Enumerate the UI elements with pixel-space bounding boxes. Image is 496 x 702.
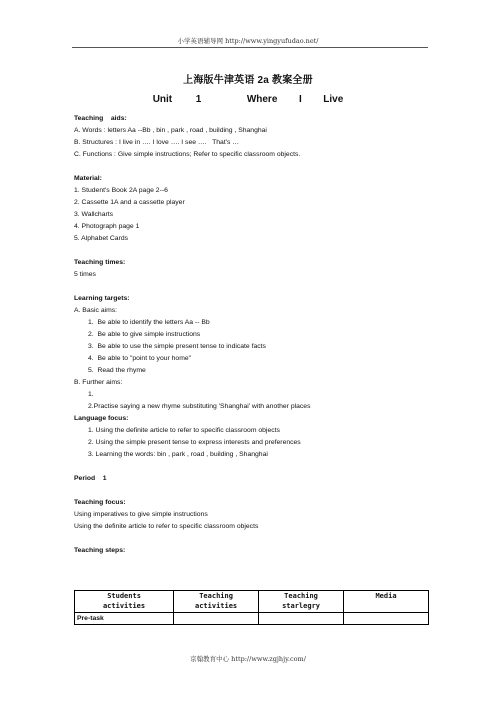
unit-heading <box>0 94 496 105</box>
table-cell <box>259 613 344 625</box>
unit-name-where: Where <box>246 94 278 105</box>
basic-aims-label: A. Basic aims: <box>74 307 118 314</box>
unit-number: 1 <box>195 94 202 105</box>
material-item: 2. Cassette 1A and a cassette player <box>74 199 185 206</box>
material-item: 1. Student's Book 2A page 2--6 <box>74 187 168 194</box>
period-label: Period 1 <box>74 475 107 482</box>
page-footer: 京翰教育中心 http://www.zgjhjy.com/ <box>190 655 306 663</box>
teaching-aids-line: C. Functions : Give simple instructions; Refer to specific classroom objects. <box>74 151 301 158</box>
document-body <box>74 113 434 557</box>
basic-aim-item: 4. Be able to "point to your home" <box>88 355 192 362</box>
material-item: 5. Alphabet Cards <box>74 235 129 242</box>
unit-name-live: Live <box>323 94 344 105</box>
learning-targets-heading: Learning targets: <box>74 295 130 302</box>
material-heading: Material: <box>74 175 102 182</box>
teaching-aids-line: A. Words : letters Aa --Bb , bin , park , road , building , Shanghai <box>74 127 267 134</box>
language-focus-item: 2. Using the simple present tense to express interests and preferences <box>88 439 301 446</box>
column-header-teaching-strategy: Teaching starlegry <box>259 591 344 613</box>
column-header-media: Media <box>344 591 429 613</box>
language-focus-item: 1. Using the definite article to refer to specific classroom objects <box>88 427 280 434</box>
page-header: 小学英语辅导网 http://www.yingyufudao.net/ <box>177 37 319 45</box>
column-header-teaching-activities: Teaching activities <box>174 591 259 613</box>
unit-name-i: I <box>298 94 302 105</box>
teaching-times-heading: Teaching times: <box>74 259 126 266</box>
teaching-focus-line: Using the definite article to refer to specific classroom objects <box>74 523 259 530</box>
basic-aim-item: 1. Be able to identify the letters Aa -- Bb <box>88 319 210 326</box>
table-cell <box>344 613 429 625</box>
material-item: 4. Photograph page 1 <box>74 223 140 230</box>
teaching-steps-heading: Teaching steps: <box>74 547 126 554</box>
table-row <box>75 613 429 625</box>
column-header-students: Students activities <box>75 591 174 613</box>
table-cell-pre-task: Pre-task <box>75 613 174 625</box>
table-cell <box>174 613 259 625</box>
language-focus-item: 3. Learning the words: bin , park , road , building , Shanghai <box>88 451 268 458</box>
unit-word: Unit <box>152 94 173 105</box>
header-rule <box>72 47 428 48</box>
teaching-aids-line: B. Structures : I live in …. I love …. I see …. That's … <box>74 139 240 146</box>
teaching-aids-heading: Teaching aids: <box>74 115 127 122</box>
further-aim-item: 1. <box>88 391 94 398</box>
table-header-row <box>75 591 429 613</box>
further-aims-label: B. Further aims: <box>74 379 123 386</box>
basic-aim-item: 3. Be able to use the simple present tense to indicate facts <box>88 343 266 350</box>
teaching-focus-line: Using imperatives to give simple instructions <box>74 511 208 518</box>
further-aim-item: 2.Practise saying a new rhyme substituting 'Shanghai' with another places <box>88 403 311 410</box>
document-title: 上海版牛津英语 2a 教案全册 <box>183 75 313 86</box>
basic-aim-item: 5. Read the rhyme <box>88 367 146 374</box>
material-item: 3. Wallcharts <box>74 211 114 218</box>
teaching-times-value: 5 times <box>74 271 96 278</box>
basic-aim-item: 2. Be able to give simple instructions <box>88 331 201 338</box>
language-focus-heading: Language focus: <box>74 415 129 422</box>
teaching-focus-heading: Teaching focus: <box>74 499 126 506</box>
teaching-steps-table <box>74 590 429 625</box>
